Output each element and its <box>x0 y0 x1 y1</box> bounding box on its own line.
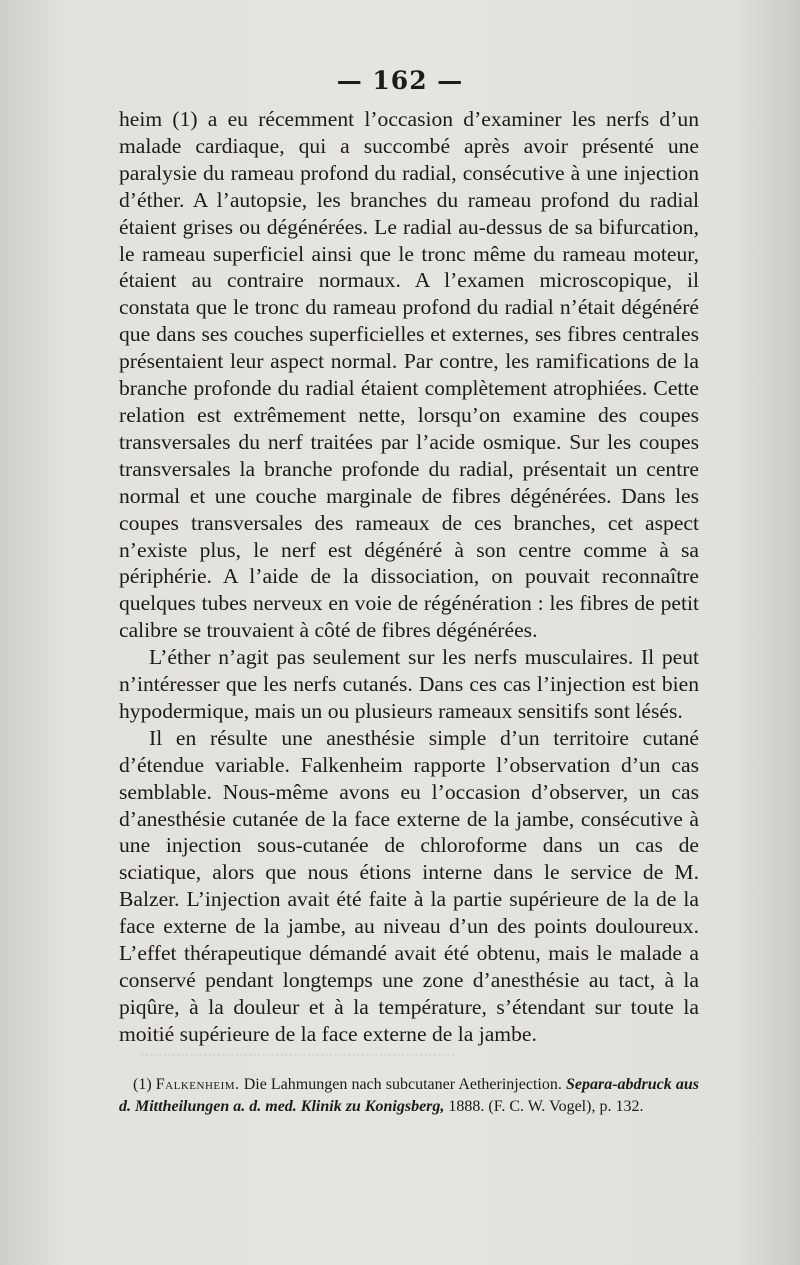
page-number: — 162 — <box>336 66 464 95</box>
footnote-title: Die Lahmungen nach subcutaner Aetherinjection. <box>243 1076 562 1093</box>
footnote-source: Separa-abdruck aus d. Mittheilungen a. d. med. Klinik zu Konigsberg, <box>119 1076 699 1115</box>
footnote-author: Falkenheim. <box>155 1076 240 1093</box>
body-text <box>119 106 699 1048</box>
footnote-marker: (1) <box>133 1076 152 1093</box>
paragraph-1: heim (1) a eu récemment l’occasion d’examiner les nerfs d’un malade cardiaque, qui a succombé après avoir présenté une paralysie du rameau profond du radial, consécutive à une injection d’éther. A l’autopsie, les branches du rameau profond du radial étaient grises ou dégénérées. Le radial au-dessus de sa bifurcation, le rameau superficiel ainsi que le tronc même du rameau moteur, étaient au contraire normaux. A l’examen microscopique, il constata que le tronc du rameau profond du radial n’était dégénéré que dans ses couches superficielles et externes, ses fibres centrales présentaient leur aspect normal. Par contre, les ramifications de la branche profonde du radial étaient complètement atrophiées. Cette relation est extrêmement nette, lorsqu’on examine des coupes transversales du nerf traitées par l’acide osmique. Sur les coupes transversales la branche profonde du radial, présentait un centre normal et une couche marginale de fibres dégénérées. Dans les coupes transversales des rameaux de ces branches, cet aspect n’existe plus, le nerf est dégénéré à son centre comme à sa périphérie. A l’aide de la dissociation, on pouvait reconnaître quelques tubes nerveux en voie de régénération : les fibres de petit calibre se trouvaient à côté de fibres dégénérées. <box>119 107 699 643</box>
footnote-year: 1888. <box>448 1097 485 1115</box>
paragraph-2: L’éther n’agit pas seulement sur les nerfs musculaires. Il peut n’intéresser que les nerfs cutanés. Dans ces cas l’injection est bien hypodermique, mais un ou plusieurs rameaux sensitifs sont lésés. <box>119 645 699 723</box>
show-through-text: ...................................................................... <box>140 1040 455 1060</box>
paragraph-3: Il en résulte une anesthésie simple d’un territoire cutané d’étendue variable. Falkenheim rapporte l’observation d’un cas semblable. Nous-même avons eu l’occasion d’observer, un cas d’anesthésie cutanée de la face externe de la jambe, consécutive à une injection sous-cutanée de chloroforme dans un cas de sciatique, alors que nous étions interne dans le service de M. Balzer. L’injection avait été faite à la partie supérieure de la de la face externe de la jambe, au niveau d’un des points douloureux. L’effet thérapeutique démandé avait été obtenu, mais le malade a conservé pendant longtemps une zone d’anesthésie au tact, à la piqûre, à la douleur et à la température, s’étendant sur toute la moitié supérieure de la face externe de la jambe. <box>119 725 699 1046</box>
footnote-publisher: (F. C. W. Vogel), p. 132. <box>488 1097 644 1115</box>
footnote <box>119 1074 699 1117</box>
